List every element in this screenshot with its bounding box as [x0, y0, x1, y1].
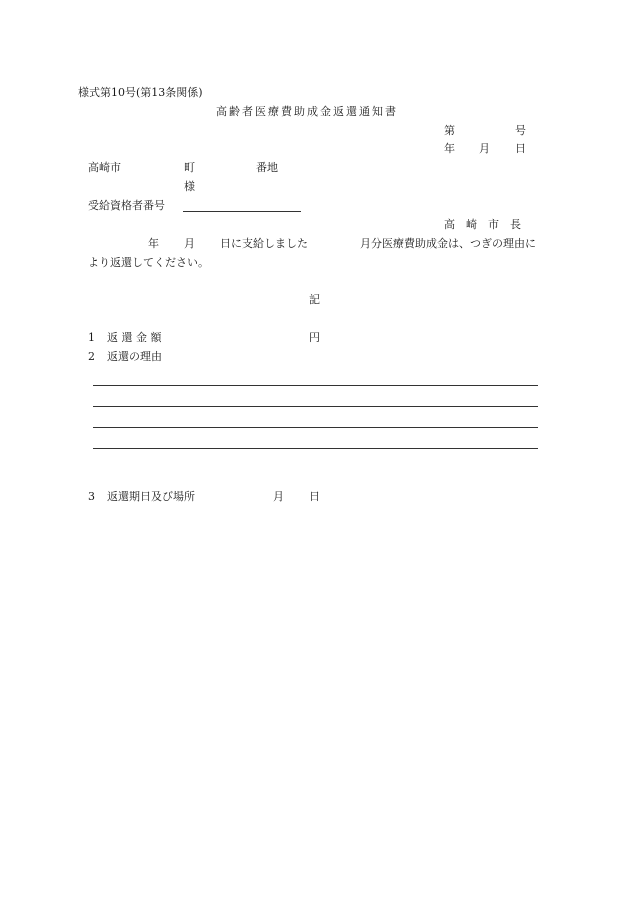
- address-city: 高崎市: [88, 161, 121, 174]
- body-month: 月: [184, 237, 195, 250]
- recipient-number-field[interactable]: [183, 211, 301, 212]
- item2-number: 2: [88, 350, 95, 363]
- number-suffix: 号: [515, 124, 526, 137]
- item3-label: 返還期日及び場所: [107, 490, 195, 503]
- date-year: 年: [444, 142, 455, 155]
- address-honorific: 様: [184, 180, 195, 193]
- body-line2: より返還してください。: [88, 256, 209, 269]
- item1-number: 1: [88, 331, 95, 344]
- document-title: 高齢者医療費助成金返還通知書: [216, 105, 398, 118]
- number-prefix: 第: [444, 124, 455, 137]
- date-day: 日: [515, 142, 526, 155]
- recipient-number-label: 受給資格者番号: [88, 199, 165, 212]
- body-day-text: 日に支給しました: [220, 237, 308, 250]
- item1-label: 返 還 金 額: [107, 331, 162, 344]
- body-year: 年: [148, 237, 159, 250]
- address-town: 町: [184, 161, 195, 174]
- reason-line[interactable]: [93, 427, 538, 428]
- body-month-text: 月分医療費助成金は、つぎの理由に: [360, 237, 536, 250]
- form-label: 様式第10号(第13条関係): [78, 86, 203, 99]
- item1-unit: 円: [309, 331, 320, 344]
- item3-day: 日: [309, 490, 320, 503]
- date-month: 月: [479, 142, 490, 155]
- reason-line[interactable]: [93, 406, 538, 407]
- item2-label: 返還の理由: [107, 350, 162, 363]
- item3-month: 月: [273, 490, 284, 503]
- address-lot: 番地: [256, 161, 278, 174]
- ki-heading: 記: [309, 293, 320, 306]
- reason-line[interactable]: [93, 448, 538, 449]
- issuer: 高 崎 市 長: [444, 218, 521, 231]
- item3-number: 3: [88, 490, 95, 503]
- reason-line[interactable]: [93, 385, 538, 386]
